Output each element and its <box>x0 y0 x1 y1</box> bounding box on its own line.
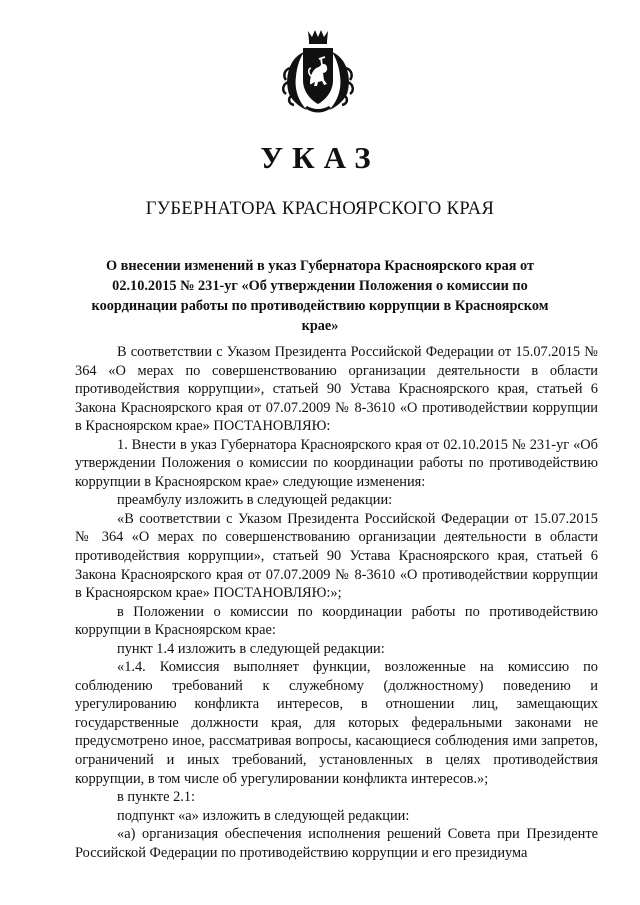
subclause-a-intro-paragraph: подпункт «а» изложить в следующей редакции: <box>117 807 410 824</box>
amendment-intro-paragraph: преамбулу изложить в следующей редакции: <box>117 492 393 509</box>
clause-1-4-text-paragraph: «1.4. Комиссия выполняет функции, возложенные на комиссию по соблюдению требований к служебному (должностному) поведению и урегулированию конфликта интересов, в отношении лиц, замещающих государственные должности края, для которых федеральными законами не предусмотрено иное, рассматривая вопросы, касающиеся соблюдения ими запретов, ограничений и иных требований, установленных в целях противодействия коррупции, в том числе об урегулировании конфликта интересов.»; <box>75 659 598 787</box>
regulation-intro-paragraph: в Положении о комиссии по координации работы по противодействию коррупции в Красноярском крае: <box>75 603 598 639</box>
item-1-paragraph: 1. Внести в указ Губернатора Красноярского края от 02.10.2015 № 231-уг «Об утверждении Положения о комиссии по координации работы по противодействию коррупции в Красноярском крае» следующие изменения: <box>75 436 598 490</box>
clause-1-4-intro-paragraph: пункт 1.4 изложить в следующей редакции: <box>117 640 385 657</box>
decree-heading: О внесении изменений в указ Губернатора Красноярского края от 02.10.2015 № 231-уг «Об утверждении Положения о комиссии по координации работы по противодействию коррупции в Красноярском крае» <box>91 258 549 334</box>
decree-title: УКАЗ <box>260 140 380 175</box>
new-preamble-paragraph: «В соответствии с Указом Президента Российской Федерации от 15.07.2015 № 364 «О мерах по совершенствованию организации деятельности в области противодействия коррупции», статьей 90 Устава Красноярского края, статьей 6 Закона Красноярского края от 07.07.2009 № 8-3610 «О противодействии коррупции в Красноярском крае» ПОСТАНОВЛЯЮ:»; <box>75 510 598 602</box>
coat-of-arms-emblem <box>281 28 355 114</box>
decree-body <box>75 343 598 862</box>
clause-2-1-intro-paragraph: в пункте 2.1: <box>117 789 196 806</box>
subclause-a-text-paragraph: «а) организация обеспечения исполнения решений Совета при Президенте Российской Федерации по противодействию коррупции и его президиума <box>75 826 598 861</box>
issuer-subtitle: ГУБЕРНАТОРА КРАСНОЯРСКОГО КРАЯ <box>145 199 495 219</box>
preamble-paragraph: В соответствии с Указом Президента Российской Федерации от 15.07.2015 № 364 «О мерах по совершенствованию организации деятельности в области противодействия коррупции», статьей 90 Устава Красноярского края, статьей 6 Закона Красноярского края от 07.07.2009 № 8-3610 «О противодействии коррупции в Красноярском крае» ПОСТАНОВЛЯЮ: <box>75 344 598 435</box>
coat-of-arms-icon <box>281 28 355 114</box>
